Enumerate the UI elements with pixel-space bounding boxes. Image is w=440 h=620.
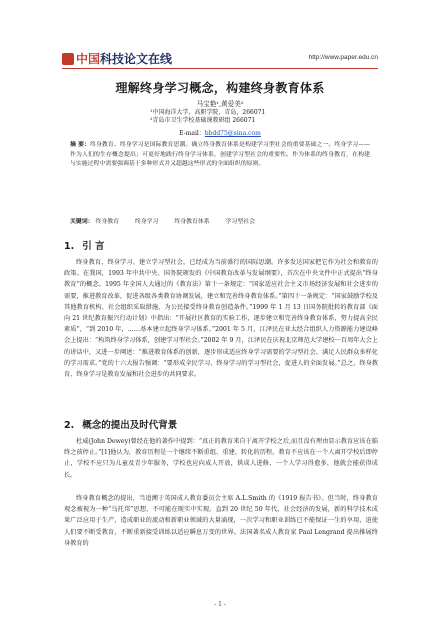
logo-mark-icon	[62, 53, 74, 65]
section-title: 概念的提出及时代背景	[82, 420, 178, 431]
keywords	[70, 216, 370, 225]
background-paragraph-2: 终身教育概念的提出，当追溯于英国成人教育委员会主席 A.L.Smith 的《1919 报告书》。但当时，终身教育观念被视为一种“乌托邦”思想，不可能在现实中实现。直到 20 世纪 50 年代，社会经济的发展，新的科学技术成果广泛应用于生产，造成职业的流动和新职业领域的大量涌现，一次学习和职业训练已不能保证一生的享用，迫使人们要不断受教育，不断重新接受训练以适应瞬息万变的世界。法国著名成人教育家 Paul Lengrand 提出推展终身教育的	[64, 495, 378, 547]
paper-title: 理解终身学习概念，构建终身教育体系	[115, 81, 325, 95]
logo-text-dark: 科技论文在线	[100, 52, 173, 66]
journal-logo[interactable]	[62, 50, 172, 67]
email-label: E-mail：	[179, 130, 205, 137]
site-url-link[interactable]: http://www.paper.edu.cn	[308, 54, 378, 61]
paper-authors: 马宝艳¹,黄爱美²	[196, 100, 244, 108]
email-link[interactable]: bbdd75@sina.com	[204, 130, 261, 137]
page-number: - 1 -	[214, 601, 226, 608]
keyword-item: 终身教育体系	[174, 219, 210, 225]
section-heading-background	[64, 417, 177, 431]
keywords-label: 关键词：	[70, 219, 94, 225]
logo-text-red: 中国	[76, 52, 101, 66]
section-title: 引 言	[82, 241, 105, 252]
keyword-item: 终身教育	[95, 219, 119, 225]
affiliation-1: ¹中国海洋大学，高职学院，青岛，266071	[150, 109, 266, 116]
background-paragraph-1: 杜威(John Dewey)曾经在他的著作中提到：“真正的教育来自于离开学校之后,而且没有理由显示教育应该在临终之前停止。”[1]他认为，教育历程是一个继续不断重组、重建、转化的历程，教育不应该在一个人离开学校后即停止，学校不应只为儿童及青少年服务，学校也应向成人开放，供成人进修，一个人学习得愈多，他就会能获得成长。	[64, 438, 378, 479]
author-email	[62, 128, 378, 137]
journal-header	[62, 48, 378, 69]
section-number: 1.	[64, 241, 75, 252]
section-number: 2.	[64, 420, 75, 431]
abstract-label: 摘 要：	[70, 142, 91, 148]
intro-paragraph: 终身教育、终身学习、建立学习型社会，已经成为当前盛行的国际思潮。许多发达国家把它作为社会和教育的政策。在我国，1993 年中共中央、国务院颁发的《中国教育改革与发展纲要》，首次在中央文件中正式提出“终身教育”的概念。1995 年全国人大通过的《教育法》第十一条规定：“国家适应社会主义市场经济发展和社会进步的需要，推进教育改革，促进各级各类教育协调发展，建立和完善终身教育体系。”第四十一条规定：“国家鼓励学校及其他教育机构、社会组织采取措施，为公民接受终身教育创造条件。”1999 年 1 月 13 日国务院批转的教育部《面向 21 世纪教育振兴行动计划》中指出：“开展社区教育的实验工作，逐步建立和完善终身教育体系，努力提高全民素质”，“到 2010 年，……基本建立起终身学习体系。”2001 年 5 月，江泽民在亚太经合组织人力资源能力建设峰会上提出：“构筑终身学习体系，创建学习型社会。”2002 年 9 月，江泽民在庆祝北京师范大学建校一百周年大会上的讲话中，又进一步阐述：“推进教育体系的创新，逐步形成适应终身学习需要的学习型社会，满足人民群众多样化的学习需求。”党的十六大报告强调：“要形成全民学习、终身学习的学习型社会，促进人的全面发展。”总之，终身教育、终身学习是教育发展和社会进步的共同要求。	[64, 259, 378, 379]
keyword-item: 学习型社会	[225, 219, 255, 225]
author-affiliations	[150, 109, 265, 126]
affiliation-2: ²青岛市卫生学校基础课教研组 266071	[150, 117, 256, 125]
abstract	[70, 141, 370, 170]
section-heading-introduction	[64, 238, 105, 252]
keyword-item: 终身学习	[134, 219, 159, 225]
abstract-text: 终身教育、终身学习是国际教育思潮。确立终身教育体系是构建学习型社会的重要基础之一。终身学习——作为人们的生存概念提出；可更好地践行终身学习体系，创建学习型社会的重要性。作为体系的终身教育，在构建与实施过程中需要强调基于多种形式并又超越这些形式的全面组织的原则。	[70, 142, 371, 168]
